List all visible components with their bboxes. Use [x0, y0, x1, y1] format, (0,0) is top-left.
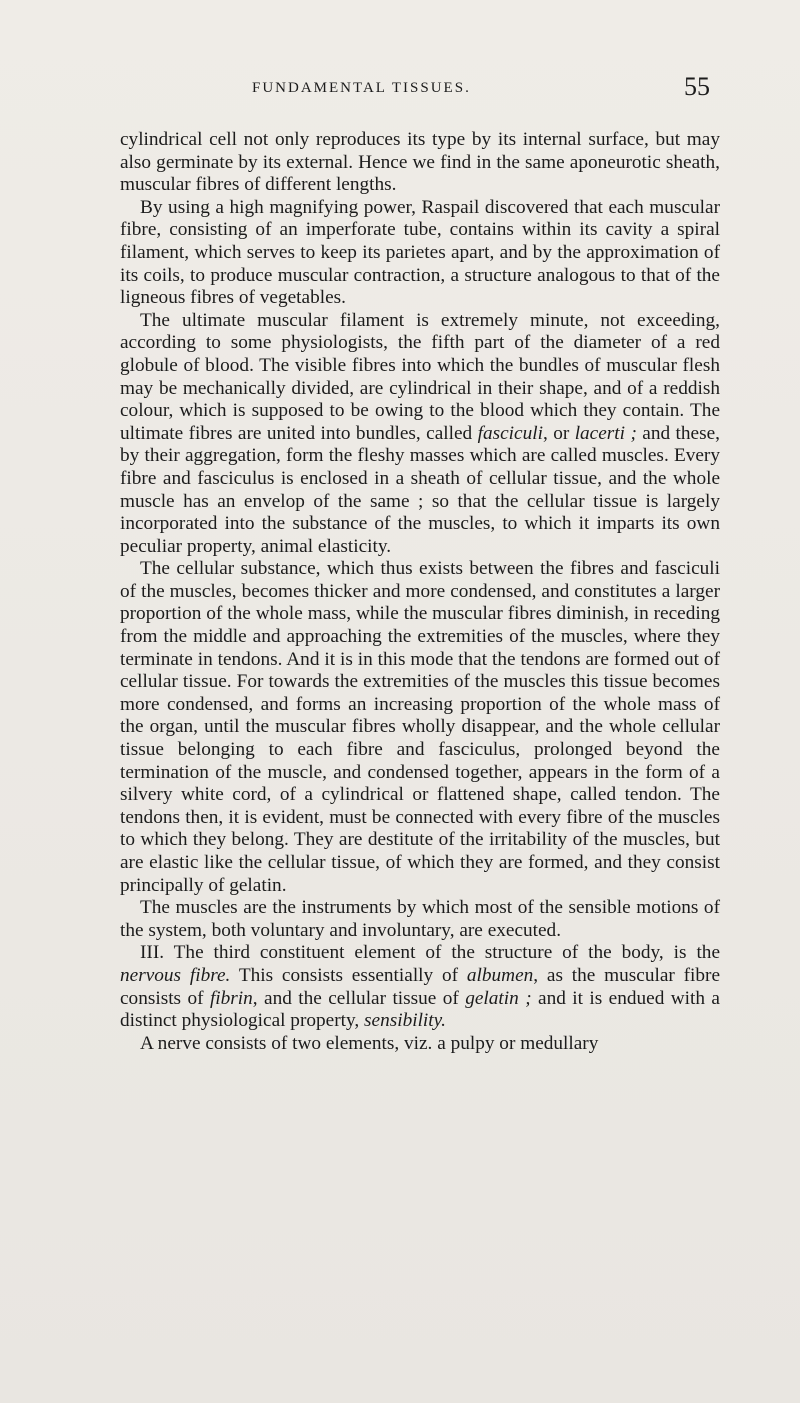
text-run: cylindrical cell not only reproduces its type by its internal surface, but may also germinate by its external. Hence we find in the same aponeurotic sheath, muscular fibres of different lengths.	[120, 129, 720, 196]
italic-term: fasciculi	[477, 422, 543, 444]
italic-term: albumen	[466, 964, 534, 986]
paragraph-p2	[120, 310, 720, 559]
text-run: By using a high magnifying power, Raspail discovered that each muscular fibre, consisting of an imperforate tube, contains within its cavity a spiral filament, which serves to keep its parietes apart, and by the approximation of its coils, to produce muscular contraction, a structure analogous to that of the ligneous fibres of vegetables.	[120, 196, 720, 309]
text-run: The muscles are the instruments by which most of the sensible motions of the system, both voluntary and involuntary, are executed.	[120, 897, 720, 941]
text-run: This consists essentially of	[230, 964, 467, 986]
paragraph-p1	[120, 197, 720, 310]
text-run: III. The third constituent element of the structure of the body, is the	[140, 942, 720, 964]
running-title: FUNDAMENTAL TISSUES.	[252, 80, 471, 96]
paragraph-p0	[120, 129, 720, 197]
text-run: , and the cellular tissue of	[252, 987, 466, 1009]
running-head	[0, 72, 800, 108]
paragraph-p4	[120, 897, 720, 942]
italic-term: gelatin ;	[465, 987, 532, 1009]
text-run: and these, by their aggregation, form the fleshy masses which are called muscles. Every fibre and fasciculus is enclosed in a sheath of cellular tissue, and the whole muscle has an envelop of the same ; so that the cellular tissue is largely incorporated into the substance of the muscles, to which it imparts its own peculiar property, animal elasticity.	[120, 422, 720, 557]
italic-term: fibrin	[209, 987, 253, 1009]
body-text	[120, 129, 720, 1055]
text-run: and it is endued with a distinct physiological property,	[120, 987, 720, 1032]
text-run: , or	[542, 422, 575, 444]
italic-term: lacerti ;	[574, 422, 637, 444]
text-run: The ultimate muscular filament is extremely minute, not exceeding, according to some physiologists, the fifth part of the diameter of a red globule of blood. The visible fibres into which the bundles of muscular flesh may be mechanically divided, are cylindrical in their shape, and of a reddish colour, which is supposed to be owing to the blood which they contain. The ultimate fibres are united into bundles, called	[120, 309, 720, 444]
italic-term: nervous fibre.	[120, 964, 231, 986]
page-number: 55	[684, 72, 710, 101]
italic-term: sensibility.	[364, 1010, 446, 1032]
text-run: A nerve consists of two elements, viz. a pulpy or medullary	[140, 1032, 599, 1054]
text-run: , as the muscular fibre consists of	[120, 964, 721, 1009]
paragraph-p5	[120, 942, 720, 1032]
paragraph-p3	[120, 558, 720, 897]
paragraph-p6	[120, 1033, 720, 1056]
text-run: The cellular substance, which thus exists between the fibres and fasciculi of the muscles, becomes thicker and more condensed, and constitutes a larger proportion of the whole mass, while the muscular fibres diminish, in receding from the middle and approaching the extremities of the muscles, where they terminate in tendons. And it is in this mode that the tendons are formed out of cellular tissue. For towards the extremities of the muscles this tissue becomes more condensed, and forms an increasing proportion of the whole mass of the organ, until the muscular fibres wholly disappear, and the whole cellular tissue belonging to each fibre and fasciculus, prolonged beyond the termination of the muscle, and condensed together, appears in the form of a silvery white cord, of a cylindrical or flattened shape, called tendon. The tendons then, it is evident, must be connected with every fibre of the muscles to which they belong. They are destitute of the irritability of the muscles, but are elastic like the cellular tissue, of which they are formed, and they consist principally of gelatin.	[120, 558, 720, 896]
